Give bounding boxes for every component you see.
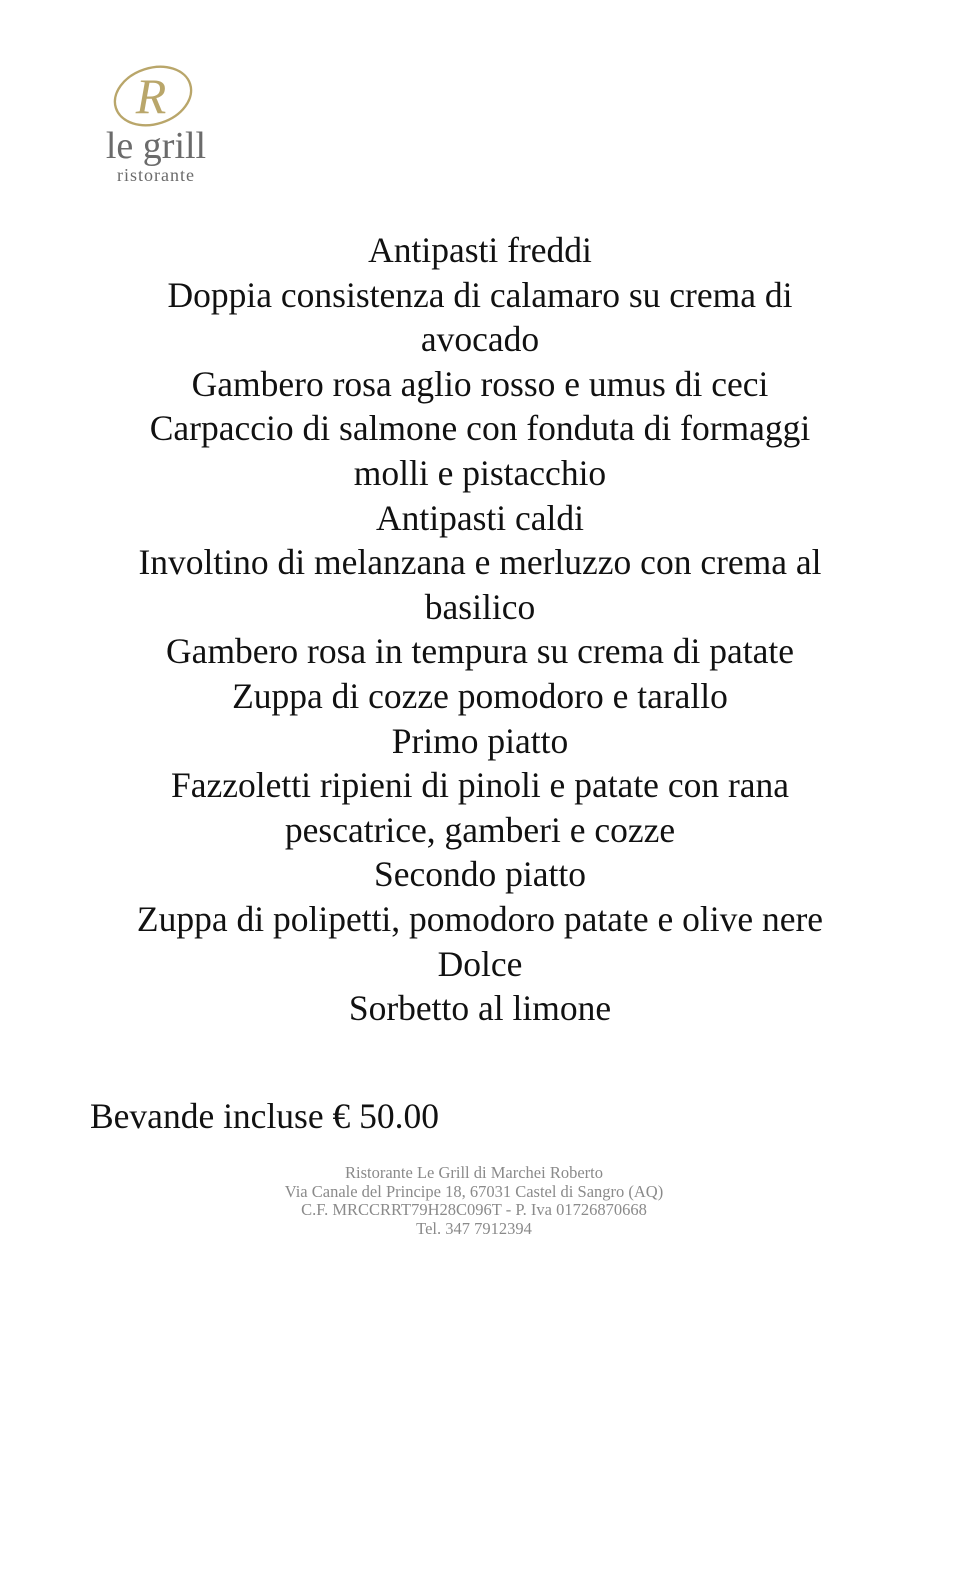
footer [200, 1164, 748, 1238]
footer-tax-ids: C.F. MRCCRRT79H28C096T - P. Iva 01726870668 [301, 1200, 647, 1219]
footer-phone: Tel. 347 7912394 [416, 1218, 532, 1238]
menu-line: Antipasti caldi [375, 497, 585, 538]
footer-business-name: Ristorante Le Grill di Marchei Roberto [345, 1163, 603, 1182]
menu-line: Fazzoletti ripieni di pinoli e patate con rana [170, 765, 790, 806]
menu-line: Zuppa di cozze pomodoro e tarallo [232, 675, 728, 716]
price-line: Bevande incluse € 50.00 [90, 1096, 440, 1136]
menu-line: Dolce [437, 943, 523, 984]
logo-subtitle: ristorante [117, 165, 195, 185]
menu-line: Doppia consistenza di calamaro su crema di [167, 274, 793, 315]
logo-name: le grill [105, 125, 207, 167]
menu-line: molli e pistacchio [353, 452, 607, 493]
footer-address: Via Canale del Principe 18, 67031 Castel di Sangro (AQ) [284, 1181, 664, 1201]
menu-line: avocado [420, 319, 540, 360]
menu-line: Secondo piatto [374, 854, 586, 895]
logo-monogram: R [135, 68, 167, 124]
menu-line: Primo piatto [391, 720, 569, 761]
menu-line: pescatrice, gamberi e cozze [284, 809, 676, 850]
menu-line: Carpaccio di salmone con fonduta di formaggi [149, 408, 811, 449]
menu-line: Gambero rosa in tempura su crema di patate [166, 631, 794, 672]
menu-line: Sorbetto al limone [348, 988, 612, 1029]
menu-list [60, 228, 900, 1031]
menu-line: Gambero rosa aglio rosso e umus di ceci [191, 363, 769, 404]
restaurant-logo [98, 58, 214, 188]
menu-line: basilico [424, 586, 536, 627]
monogram-ring-icon [98, 58, 214, 128]
menu-line: Zuppa di polipetti, pomodoro patate e olive nere [136, 898, 824, 939]
menu-line: Antipasti freddi [368, 230, 592, 270]
menu-line: Involtino di melanzana e merluzzo con crema al [138, 542, 822, 583]
